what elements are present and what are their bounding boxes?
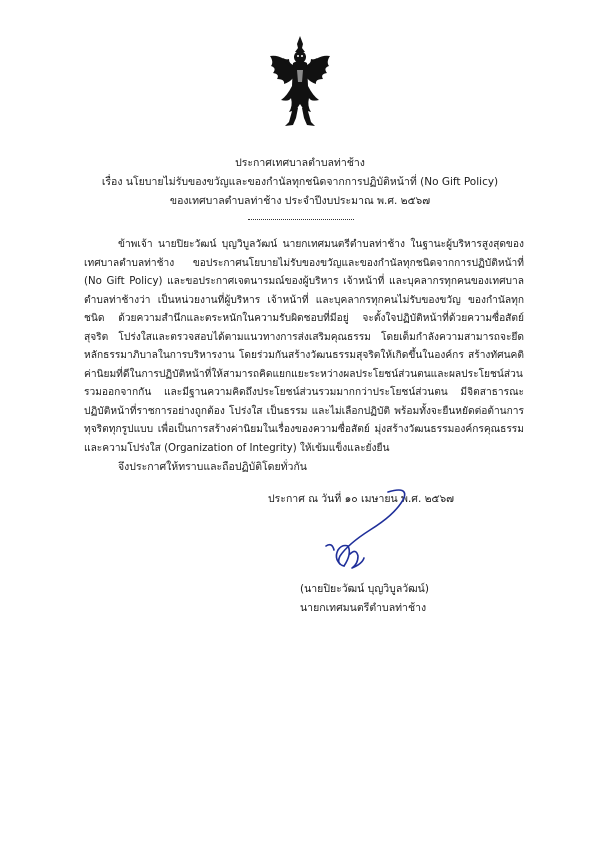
signatory-name: (นายปิยะวัฒน์ บุญวิบูลวัฒน์): [300, 583, 429, 595]
garuda-emblem-icon: [267, 34, 333, 130]
announcement-body: [84, 236, 524, 458]
announcement-heading: ประกาศเทศบาลตำบลท่าช้าง: [235, 157, 365, 169]
signatory-title: นายกเทศมนตรีตำบลท่าช้าง: [300, 602, 427, 614]
announcement-date: ประกาศ ณ วันที่ ๑๐ เมษายน พ.ศ. ๒๕๖๗: [268, 493, 455, 505]
dotted-divider: [248, 219, 354, 220]
body-paragraph: ข้าพเจ้า นายปิยะวัฒน์ บุญวิบูลวัฒน์ นายกเทศมนตรีตำบลท่าช้าง ในฐานะผู้บริหารสูงสุดของเทศบาลตำบลท่าช้าง ขอประกาศนโยบายไม่รับของขวัญและของกำนัลทุกชนิดจากการปฏิบัติหน้าที่ (No Gift Policy) และขอประกาศเจตนารมณ์ของผู้บริหาร เจ้าหน้าที่ และบุคลากรทุกคนของเทศบาลตำบลท่าช้างว่า เป็นหน่วยงานที่ผู้บริหาร เจ้าหน้าที่ และบุคลากรทุกคนไม่รับของขวัญ ของกำนัลทุกชนิด ด้วยความสำนึกและตระหนักในความรับผิดชอบที่มีอยู่ จะตั้งใจปฏิบัติหน้าที่ด้วยความซื่อสัตย์ สุจริต โปร่งใสและตรวจสอบได้ตามแนวทางการส่งเสริมคุณธรรม โดยเต็มกำลังความสามารถจะยึดหลักธรรมาภิบาลในการบริหารงาน โดยร่วมกันสร้างวัฒนธรรมสุจริตให้เกิดขึ้นในองค์กร สร้างทัศนคติ ค่านิยมที่ดีในการปฏิบัติหน้าที่ให้สามารถคิดแยกแยะระหว่างผลประโยชน์ส่วนตนและผลประโยชน์ส่วนรวมออกจากกัน และมีฐานความคิดถึงประโยชน์ส่วนรวมมากกว่าประโยชน์ส่วนตน มีจิตสาธารณะ ปฏิบัติหน้าที่ราชการอย่างถูกต้อง โปร่งใส เป็นธรรม และไม่เลือกปฏิบัติ พร้อมทั้งจะยืนหยัดต่อต้านการทุจริตทุกรูปแบบ เพื่อเป็นการสร้างค่านิยมในเรื่องของความซื่อสัตย์ มุ่งสร้างวัฒนธรรมองค์กรคุณธรรมและความโปร่งใส (Organization of Integrity) ให้เข้มแข็งและยั่งยืน: [84, 239, 524, 454]
closing-line: จึงประกาศให้ทราบและถือปฏิบัติโดยทั่วกัน: [118, 461, 307, 473]
handwritten-signature: [318, 484, 428, 579]
announcement-subject-line2: ของเทศบาลตำบลท่าช้าง ประจำปีงบประมาณ พ.ศ. ๒๕๖๗: [169, 195, 431, 207]
announcement-subject: เรื่อง นโยบายไม่รับของขวัญและของกำนัลทุกชนิดจากการปฏิบัติหน้าที่ (No Gift Policy): [101, 176, 499, 188]
